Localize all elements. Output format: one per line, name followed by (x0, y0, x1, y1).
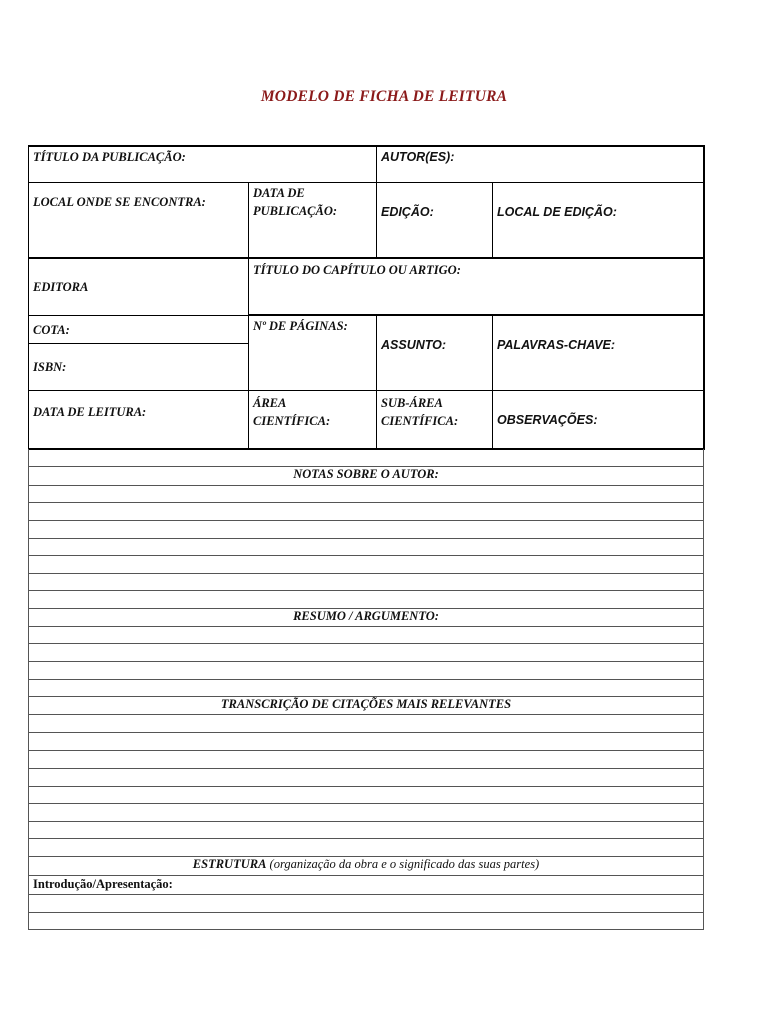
section-estrutura (28, 857, 704, 872)
field-titulo-capitulo[interactable]: TÍTULO DO CAPÍTULO OU ARTIGO: (253, 263, 461, 277)
field-titulo-publicacao[interactable]: TÍTULO DA PUBLICAÇÃO: (33, 150, 186, 164)
field-assunto[interactable]: ASSUNTO: (381, 338, 447, 352)
field-autores[interactable]: AUTOR(ES): (381, 150, 455, 164)
field-data-publicacao-line2: PUBLICAÇÃO: (253, 204, 338, 218)
section-estrutura-note: (organização da obra e o significado das suas partes) (269, 857, 540, 871)
field-editora[interactable]: EDITORA (33, 280, 89, 294)
section-resumo (28, 609, 704, 624)
section-notas-autor (28, 467, 704, 482)
field-data-leitura[interactable]: DATA DE LEITURA: (33, 405, 147, 419)
field-palavras-chave[interactable]: PALAVRAS-CHAVE: (497, 338, 616, 352)
section-citacoes (28, 697, 704, 712)
field-cota[interactable]: COTA: (33, 323, 70, 337)
field-local-edicao[interactable]: LOCAL DE EDIÇÃO: (497, 205, 617, 219)
section-introducao: Introdução/Apresentação: (33, 877, 173, 891)
field-area-line1[interactable]: ÁREA (253, 396, 287, 410)
section-estrutura-label: ESTRUTURA (192, 857, 267, 871)
field-isbn[interactable]: ISBN: (33, 360, 67, 374)
field-data-publicacao-line1[interactable]: DATA DE (253, 186, 305, 200)
field-subarea-line1[interactable]: SUB-ÁREA (381, 396, 443, 410)
field-local-encontra[interactable]: LOCAL ONDE SE ENCONTRA: (33, 195, 206, 209)
section-notas-autor-label: NOTAS SOBRE O AUTOR: (293, 467, 439, 481)
field-n-paginas[interactable]: Nº DE PÁGINAS: (253, 319, 348, 333)
section-resumo-label: RESUMO / ARGUMENTO: (293, 609, 439, 623)
field-observacoes[interactable]: OBSERVAÇÕES: (497, 413, 598, 427)
form-title: MODELO DE FICHA DE LEITURA (260, 88, 508, 105)
section-citacoes-label: TRANSCRIÇÃO DE CITAÇÕES MAIS RELEVANTES (220, 697, 512, 711)
field-edicao[interactable]: EDIÇÃO: (381, 205, 434, 219)
field-subarea-line2: CIENTÍFICA: (381, 414, 459, 428)
field-area-line2: CIENTÍFICA: (253, 414, 331, 428)
